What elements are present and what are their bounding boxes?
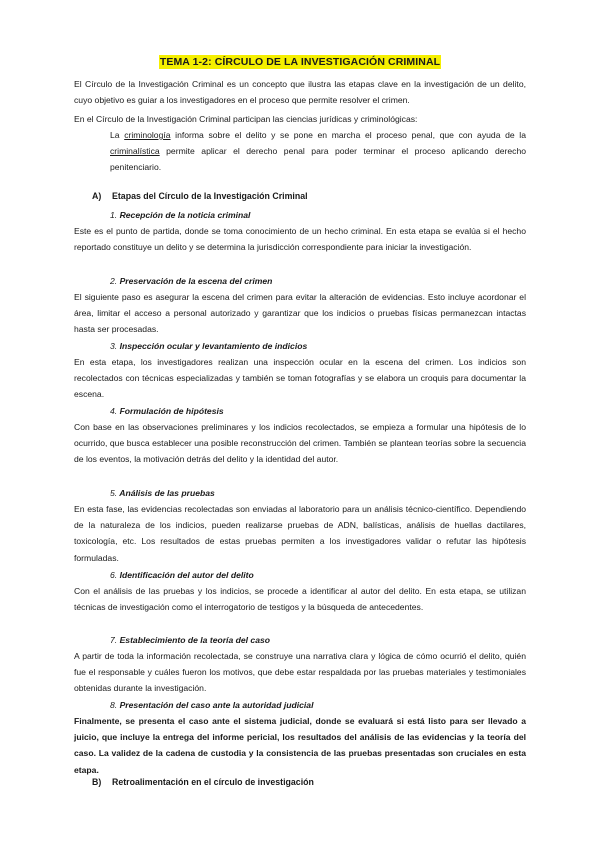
stage-7-title: Establecimiento de la teoría del caso <box>119 635 271 645</box>
stage-1-heading <box>110 210 250 220</box>
stage-6-text: Con el análisis de las pruebas y los indicios, se procede a identificar al autor del delito. En esta etapa, se utilizan técnicas de investigación como el interrogatorio de testigos y la búsqueda de antecedentes. <box>74 586 526 613</box>
stage-2-number: 2. <box>110 276 118 286</box>
sciences-quote <box>110 127 526 176</box>
stage-5-number: 5. <box>110 488 118 498</box>
stage-2-heading <box>110 276 272 286</box>
stage-8-heading <box>110 700 313 710</box>
stage-5-text: En esta fase, las evidencias recolectadas son enviadas al laboratorio para un análisis técnico-científico. Dependiendo de la naturaleza de los indicios, pueden realizarse pruebas de ADN, balísticas, análisis de huellas dactilares, toxicología, etc. Los resultados de estas pruebas permiten a los investigadores validar o refutar las hipótesis formuladas. <box>74 504 526 563</box>
stage-4-title: Formulación de hipótesis <box>119 406 224 416</box>
sciences-intro: En el Círculo de la Investigación Criminal participan las ciencias jurídicas y criminológicas: <box>74 114 418 124</box>
stage-8-number: 8. <box>110 700 118 710</box>
stage-6-title: Identificación del autor del delito <box>119 570 254 580</box>
stage-1-title: Recepción de la noticia criminal <box>119 210 251 220</box>
section-b-letter: B) <box>92 777 102 787</box>
stage-2-text: El siguiente paso es asegurar la escena del crimen para evitar la alteración de evidencias. Esto incluye acordonar el área, limitar el acceso a personal autorizado y garantizar que los indicios o pruebas físicas permanezcan intactas hasta ser procesadas. <box>74 292 526 335</box>
quote-text-3: permite aplicar el derecho penal para poder terminar el proceso aplicando derecho penitenciario. <box>110 146 526 173</box>
stage-7-text: A partir de toda la información recolectada, se construye una narrativa clara y lógica de cómo ocurrió el delito, quién fue el responsable y cuáles fueron los motivos, que debe estar respaldada por las pruebas materiales y testimoniales obtenidas durante la investigación. <box>74 651 526 694</box>
section-a-heading <box>92 191 308 201</box>
stage-7-number: 7. <box>110 635 118 645</box>
section-a-title: Etapas del Círculo de la Investigación Criminal <box>112 191 308 201</box>
quote-text-2: informa sobre el delito y se pone en marcha el proceso penal, que con ayuda de la <box>170 130 526 140</box>
title-container <box>0 52 600 70</box>
intro-paragraph: El Círculo de la Investigación Criminal es un concepto que ilustra las etapas clave en la investigación de un delito, cuyo objetivo es guiar a los investigadores en el proceso que permite resolver el crimen. <box>74 79 526 106</box>
stage-6-heading <box>110 570 254 580</box>
section-b-heading <box>92 777 314 787</box>
stage-4-heading <box>110 406 224 416</box>
stage-2-title: Preservación de la escena del crimen <box>119 276 273 286</box>
quote-text-1: La <box>110 130 125 140</box>
stage-1-number: 1. <box>110 210 118 220</box>
criminalistica-term: criminalística <box>110 146 160 157</box>
stage-3-title: Inspección ocular y levantamiento de indicios <box>119 341 308 351</box>
stage-4-number: 4. <box>110 406 118 416</box>
stage-3-text: En esta etapa, los investigadores realizan una inspección ocular en la escena del crimen. Los indicios son recolectados con técnicas especializadas y también se toman fotografías y se elabora un croquis para documentar la escena. <box>74 357 526 400</box>
stage-6-number: 6. <box>110 570 118 580</box>
stage-7-heading <box>110 635 270 645</box>
stage-8-text: Finalmente, se presenta el caso ante el sistema judicial, donde se evaluará si está listo para ser llevado a juicio, que incluye la entrega del informe pericial, los resultados del análisis de las evidencias y la teoría del caso. La validez de la cadena de custodia y la consistencia de las pruebas presentadas son cruciales en esta etapa. <box>74 716 526 775</box>
stage-3-heading <box>110 341 307 351</box>
stage-3-number: 3. <box>110 341 118 351</box>
stage-1-text: Este es el punto de partida, donde se toma conocimiento de un hecho criminal. En esta etapa se evalúa si el hecho reportado constituye un delito y se determina la jurisdicción correspondiente para iniciar la investigación. <box>74 226 526 253</box>
criminologia-term: criminología <box>124 130 171 140</box>
section-b-title: Retroalimentación en el círculo de investigación <box>112 777 314 787</box>
stage-4-text: Con base en las observaciones preliminares y los indicios recolectados, se empieza a formular una hipótesis de lo ocurrido, que busca establecer una posible reconstrucción del crimen. También se plantean teorías sobre la secuencia de los eventos, la motivación detrás del delito y la identidad del autor. <box>74 422 526 465</box>
section-a-letter: A) <box>92 191 102 201</box>
stage-5-title: Análisis de las pruebas <box>119 488 215 498</box>
page-title: TEMA 1-2: CÍRCULO DE LA INVESTIGACIÓN CRIMINAL <box>159 56 441 68</box>
stage-8-title: Presentación del caso ante la autoridad judicial <box>119 700 314 710</box>
stage-5-heading <box>110 488 215 498</box>
